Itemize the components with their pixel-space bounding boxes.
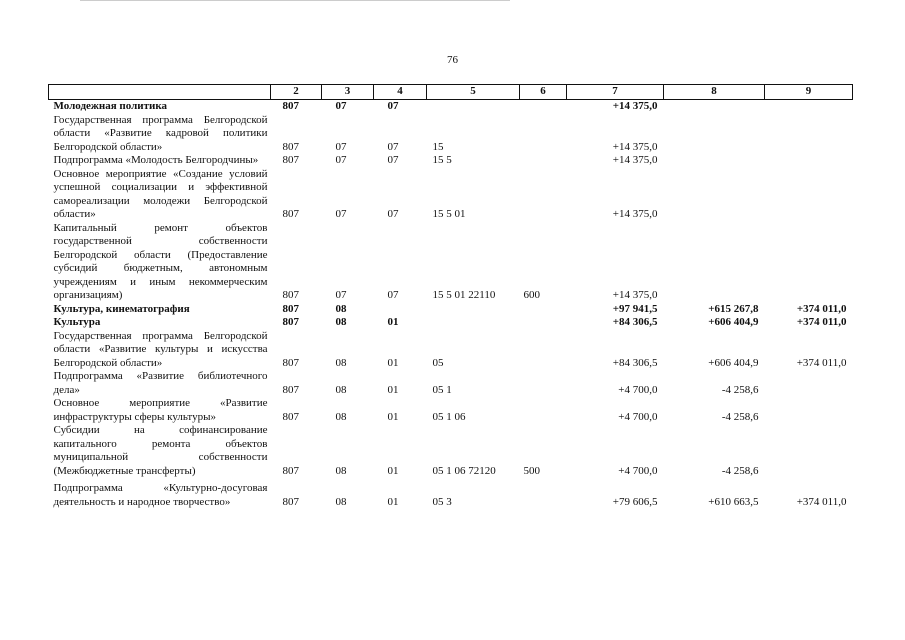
row-expense-type-code: 500 bbox=[523, 464, 540, 477]
row-amount-col7: +84 306,5 bbox=[612, 356, 658, 369]
row-ministry-code: 807 bbox=[282, 495, 299, 508]
row-subsection-code: 01 bbox=[387, 495, 399, 508]
row-amount-col8: +606 404,9 bbox=[708, 356, 759, 369]
row-amount-col7: +14 375,0 bbox=[612, 289, 658, 301]
row-amount-col8 bbox=[664, 154, 765, 168]
row-target-code: 15 5 01 bbox=[432, 208, 466, 220]
row-target-code: 05 bbox=[432, 356, 444, 369]
row-ministry-code: 807 bbox=[282, 208, 299, 220]
row-amount-col9: +374 011,0 bbox=[796, 316, 847, 328]
row-ministry-code: 807 bbox=[282, 289, 299, 301]
row-amount-col7: +14 375,0 bbox=[612, 154, 658, 166]
row-amount-col8: +610 663,5 bbox=[708, 495, 759, 508]
row-amount-col8: +615 267,8 bbox=[708, 302, 759, 315]
row-amount-col7: +4 700,0 bbox=[618, 464, 658, 477]
row-expense-type-code bbox=[520, 114, 567, 155]
row-amount-col7: +79 606,5 bbox=[612, 495, 658, 508]
budget-table bbox=[48, 84, 853, 509]
table-body bbox=[49, 100, 853, 510]
row-amount-col7: +4 700,0 bbox=[618, 383, 658, 396]
row-target-code: 05 1 06 72120 bbox=[432, 464, 496, 477]
row-expense-type-code bbox=[520, 303, 567, 317]
row-ministry-code: 807 bbox=[282, 464, 299, 477]
row-section-code: 08 bbox=[335, 495, 347, 508]
row-name-cell: Государственная программа Белгородской области «Развитие культуры и искусства Белгородской области» bbox=[53, 329, 268, 369]
row-amount-col8 bbox=[664, 114, 765, 155]
row-amount-col9 bbox=[765, 168, 853, 222]
row-subsection-code bbox=[374, 303, 427, 317]
row-section-code: 08 bbox=[335, 383, 347, 396]
row-target-code: 15 5 01 22110 bbox=[432, 289, 496, 301]
row-ministry-code: 807 bbox=[282, 316, 299, 328]
row-amount-col7: +84 306,5 bbox=[612, 316, 658, 328]
row-amount-col9 bbox=[765, 114, 853, 155]
header-row bbox=[49, 85, 853, 100]
row-amount-col9: +374 011,0 bbox=[796, 356, 847, 369]
row-name-cell: Подпрограмма «Молодость Белгородчины» bbox=[53, 154, 259, 166]
row-name-cell: Основное мероприятие «Развитие инфраструктуры сферы культуры» bbox=[53, 397, 268, 423]
row-ministry-code: 807 bbox=[282, 383, 299, 396]
header-cell-6: 6 bbox=[520, 85, 567, 100]
row-subsection-code: 07 bbox=[387, 289, 399, 301]
row-target-code: 05 1 bbox=[432, 383, 452, 396]
row-ministry-code: 807 bbox=[282, 302, 299, 315]
row-section-code: 07 bbox=[335, 208, 347, 220]
header-cell-3: 3 bbox=[322, 85, 374, 100]
row-section-code: 07 bbox=[335, 154, 347, 166]
row-ministry-code: 807 bbox=[282, 140, 299, 153]
row-expense-type-code bbox=[520, 482, 567, 509]
row-target-code: 05 3 bbox=[432, 495, 452, 508]
row-section-code: 08 bbox=[335, 316, 347, 328]
table-row bbox=[49, 482, 853, 509]
row-expense-type-code bbox=[520, 330, 567, 371]
row-amount-col7: +14 375,0 bbox=[612, 208, 658, 220]
row-expense-type-code: 600 bbox=[523, 289, 540, 301]
row-name-cell: Субсидии на софинансирование капитального ремонта объектов муниципальной собственности (Межбюджетные трансферты) bbox=[53, 424, 268, 477]
row-section-code: 07 bbox=[335, 100, 347, 112]
row-section-code: 07 bbox=[335, 140, 347, 153]
row-amount-col7: +14 375,0 bbox=[612, 140, 658, 153]
row-amount-col8 bbox=[664, 100, 765, 114]
header-cell-9: 9 bbox=[765, 85, 853, 100]
row-name-cell: Молодежная политика bbox=[53, 100, 168, 112]
table-row bbox=[49, 370, 853, 397]
row-target-code: 15 5 bbox=[432, 154, 452, 166]
row-target-code bbox=[427, 316, 520, 330]
table-row bbox=[49, 316, 853, 330]
row-amount-col8 bbox=[664, 222, 765, 303]
table-row bbox=[49, 168, 853, 222]
row-ministry-code: 807 bbox=[282, 154, 299, 166]
row-subsection-code: 01 bbox=[387, 410, 399, 423]
row-name-cell: Культура, кинематография bbox=[53, 302, 190, 315]
table-row bbox=[49, 100, 853, 114]
row-amount-col9 bbox=[765, 100, 853, 114]
row-amount-col7: +14 375,0 bbox=[612, 100, 658, 112]
table-row bbox=[49, 222, 853, 303]
row-amount-col7: +97 941,5 bbox=[612, 302, 658, 315]
row-target-code bbox=[427, 303, 520, 317]
header-cell-8: 8 bbox=[664, 85, 765, 100]
header-cell-5: 5 bbox=[427, 85, 520, 100]
table-row bbox=[49, 330, 853, 371]
page-number: 76 bbox=[447, 54, 458, 66]
table-row bbox=[49, 303, 853, 317]
row-target-code bbox=[427, 100, 520, 114]
row-section-code: 08 bbox=[335, 302, 347, 315]
row-expense-type-code bbox=[520, 100, 567, 114]
table-row bbox=[49, 154, 853, 168]
row-amount-col8: -4 258,6 bbox=[721, 464, 759, 477]
table-row bbox=[49, 397, 853, 424]
row-subsection-code: 01 bbox=[387, 383, 399, 396]
header-cell-2: 2 bbox=[271, 85, 322, 100]
row-expense-type-code bbox=[520, 154, 567, 168]
row-expense-type-code bbox=[520, 397, 567, 424]
row-amount-col9 bbox=[765, 154, 853, 168]
row-amount-col9 bbox=[765, 222, 853, 303]
row-target-code: 05 1 06 bbox=[432, 410, 466, 423]
row-subsection-code: 07 bbox=[387, 100, 399, 112]
row-name-cell: Культура bbox=[53, 316, 101, 328]
row-section-code: 08 bbox=[335, 464, 347, 477]
row-name-cell: Подпрограмма «Культурно-досуговая деятельность и народное творчество» bbox=[53, 482, 268, 508]
row-section-code: 08 bbox=[335, 356, 347, 369]
row-subsection-code: 01 bbox=[387, 316, 399, 328]
scan-top-line bbox=[80, 0, 510, 1]
row-section-code: 08 bbox=[335, 410, 347, 423]
row-expense-type-code bbox=[520, 316, 567, 330]
row-amount-col9: +374 011,0 bbox=[796, 495, 847, 508]
row-subsection-code: 07 bbox=[387, 208, 399, 220]
row-name-cell: Подпрограмма «Развитие библиотечного дела» bbox=[53, 370, 268, 396]
header-cell-4: 4 bbox=[374, 85, 427, 100]
row-name-cell: Капитальный ремонт объектов государственной собственности Белгородской области (Предоставление субсидий бюджетным, автономным учреждениям и иным некоммерческим организациям) bbox=[53, 221, 268, 301]
row-amount-col8: -4 258,6 bbox=[721, 383, 759, 396]
row-amount-col7: +4 700,0 bbox=[618, 410, 658, 423]
row-ministry-code: 807 bbox=[282, 410, 299, 423]
row-amount-col8: -4 258,6 bbox=[721, 410, 759, 423]
row-expense-type-code bbox=[520, 370, 567, 397]
row-name-cell: Основное мероприятие «Создание условий успешной социализации и эффективной самореализации молодежи Белгородской области» bbox=[53, 167, 268, 220]
row-amount-col9 bbox=[765, 397, 853, 424]
row-target-code: 15 bbox=[432, 140, 444, 153]
row-amount-col8: +606 404,9 bbox=[708, 316, 759, 328]
row-section-code: 07 bbox=[335, 289, 347, 301]
row-name-cell: Государственная программа Белгородской области «Развитие кадровой политики Белгородской области» bbox=[53, 113, 268, 153]
row-amount-col8 bbox=[664, 168, 765, 222]
row-amount-col9 bbox=[765, 370, 853, 397]
header-cell-7: 7 bbox=[567, 85, 664, 100]
table-row bbox=[49, 114, 853, 155]
row-expense-type-code bbox=[520, 168, 567, 222]
header-cell-name bbox=[49, 85, 271, 100]
row-subsection-code: 07 bbox=[387, 140, 399, 153]
table-header bbox=[49, 85, 853, 100]
row-amount-col9: +374 011,0 bbox=[796, 302, 847, 315]
row-ministry-code: 807 bbox=[282, 100, 299, 112]
row-subsection-code: 01 bbox=[387, 464, 399, 477]
table-row bbox=[49, 424, 853, 478]
row-ministry-code: 807 bbox=[282, 356, 299, 369]
row-subsection-code: 01 bbox=[387, 356, 399, 369]
row-amount-col9 bbox=[765, 424, 853, 478]
row-subsection-code: 07 bbox=[387, 154, 399, 166]
